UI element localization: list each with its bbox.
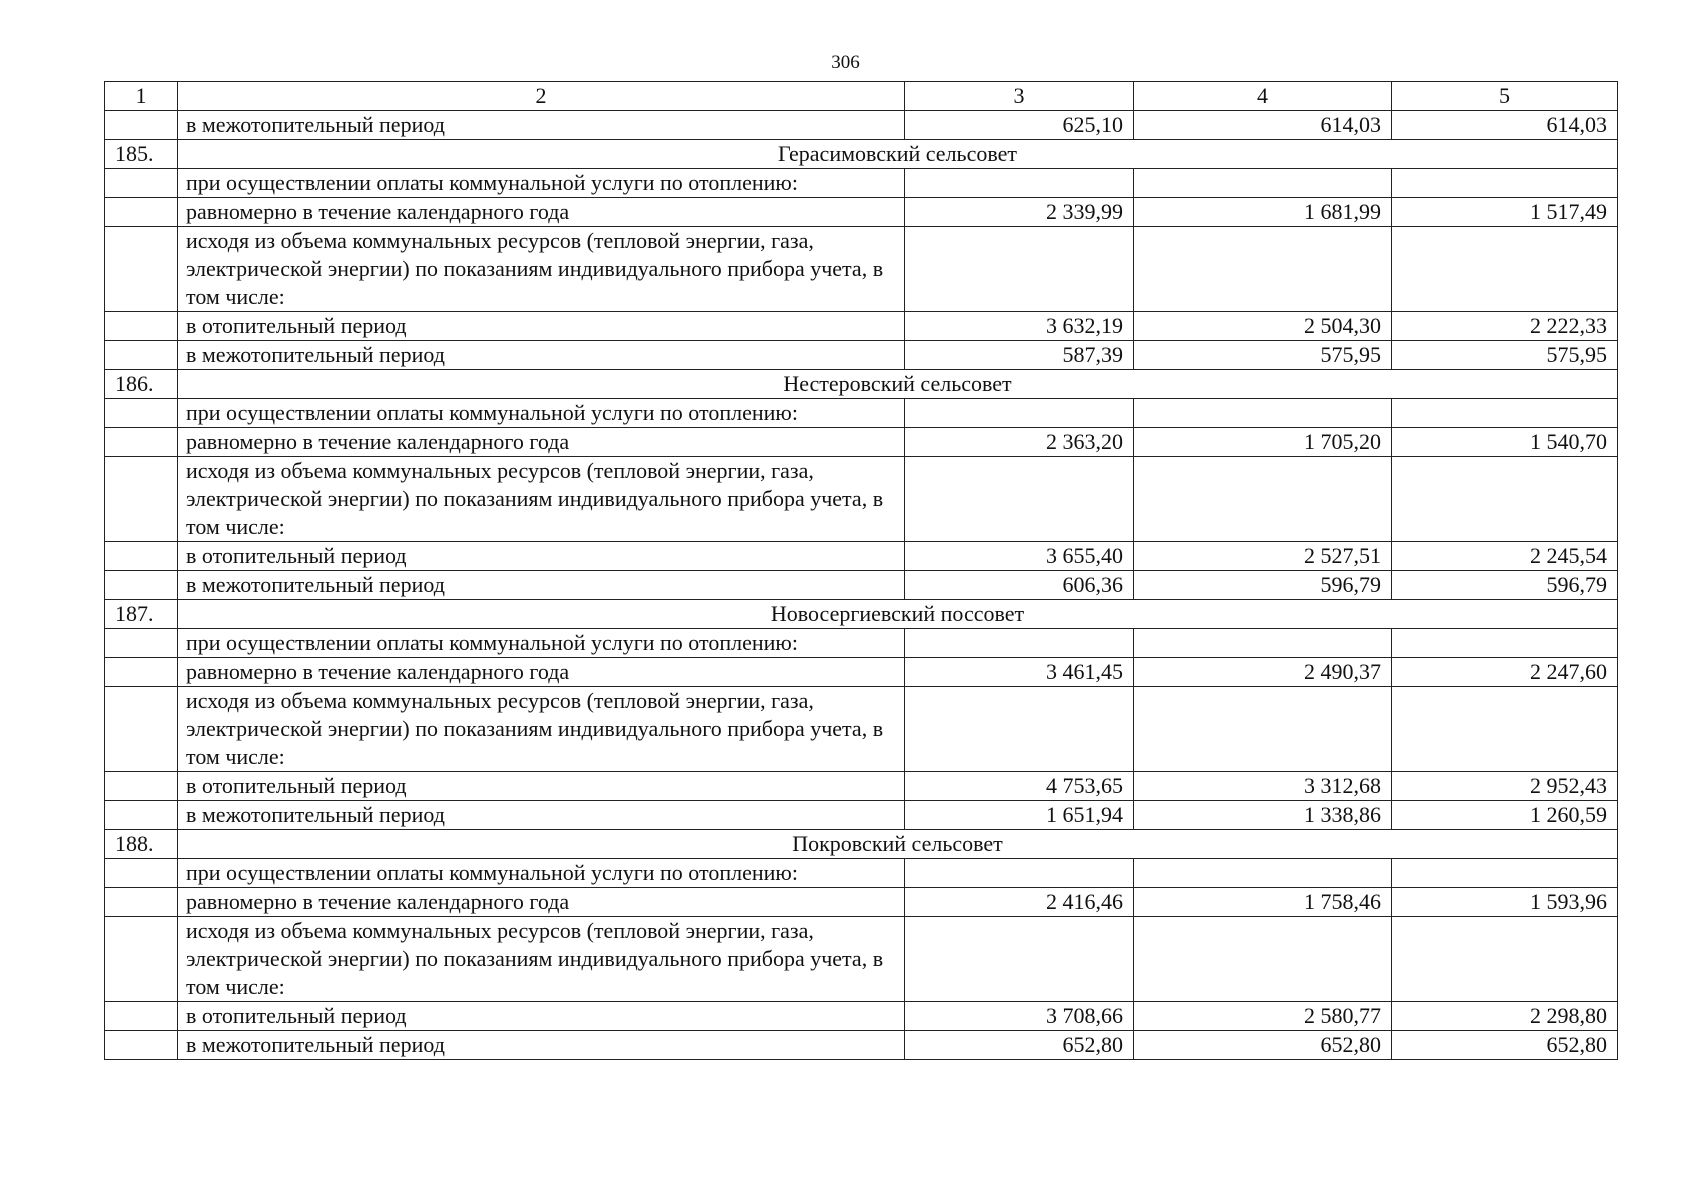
section-number: 188. — [105, 830, 178, 859]
table-row — [105, 917, 1618, 1002]
value-col-4: 1 758,46 — [1134, 888, 1392, 917]
value-col-3 — [905, 629, 1134, 658]
section-title: Нестеровский сельсовет — [178, 370, 1618, 399]
table-row — [105, 687, 1618, 772]
value-col-4 — [1134, 859, 1392, 888]
value-col-3 — [905, 859, 1134, 888]
row-number-cell — [105, 801, 178, 830]
row-label: в межотопительный период — [178, 1031, 905, 1060]
table-row — [105, 1002, 1618, 1031]
row-number-cell — [105, 428, 178, 457]
table-row — [105, 227, 1618, 312]
value-col-4: 2 527,51 — [1134, 542, 1392, 571]
table-row — [105, 629, 1618, 658]
row-label: в отопительный период — [178, 1002, 905, 1031]
row-number-cell — [105, 687, 178, 772]
value-col-5: 1 593,96 — [1392, 888, 1618, 917]
row-label: в отопительный период — [178, 772, 905, 801]
value-col-5: 596,79 — [1392, 571, 1618, 600]
value-col-5: 614,03 — [1392, 111, 1618, 140]
value-col-4 — [1134, 629, 1392, 658]
value-col-4 — [1134, 917, 1392, 1002]
section-title: Герасимовский сельсовет — [178, 140, 1618, 169]
value-col-4: 1 681,99 — [1134, 198, 1392, 227]
row-label: при осуществлении оплаты коммунальной услуги по отоплению: — [178, 859, 905, 888]
section-row — [105, 600, 1618, 629]
table-row — [105, 341, 1618, 370]
value-col-4: 596,79 — [1134, 571, 1392, 600]
value-col-5 — [1392, 457, 1618, 542]
row-label: в межотопительный период — [178, 801, 905, 830]
row-label: при осуществлении оплаты коммунальной услуги по отоплению: — [178, 169, 905, 198]
table-row — [105, 542, 1618, 571]
tariff-table-body — [105, 82, 1618, 1060]
row-label: в отопительный период — [178, 542, 905, 571]
value-col-4: 652,80 — [1134, 1031, 1392, 1060]
value-col-3: 587,39 — [905, 341, 1134, 370]
value-col-3 — [905, 917, 1134, 1002]
header-cell-2: 2 — [178, 82, 905, 111]
value-col-5: 652,80 — [1392, 1031, 1618, 1060]
value-col-4 — [1134, 169, 1392, 198]
row-number-cell — [105, 859, 178, 888]
value-col-5 — [1392, 917, 1618, 1002]
header-cell-4: 4 — [1134, 82, 1392, 111]
header-cell-5: 5 — [1392, 82, 1618, 111]
row-number-cell — [105, 169, 178, 198]
table-row — [105, 457, 1618, 542]
value-col-5 — [1392, 227, 1618, 312]
value-col-4: 575,95 — [1134, 341, 1392, 370]
table-row — [105, 1031, 1618, 1060]
table-row — [105, 169, 1618, 198]
section-number: 185. — [105, 140, 178, 169]
value-col-5: 1 517,49 — [1392, 198, 1618, 227]
row-label: в межотопительный период — [178, 111, 905, 140]
value-col-5: 1 260,59 — [1392, 801, 1618, 830]
row-label: исходя из объема коммунальных ресурсов (тепловой энергии, газа, электрической энергии) по показаниям индивидуального прибора учета, в том числе: — [178, 457, 905, 542]
row-number-cell — [105, 457, 178, 542]
value-col-3: 3 708,66 — [905, 1002, 1134, 1031]
value-col-5 — [1392, 169, 1618, 198]
value-col-5: 2 952,43 — [1392, 772, 1618, 801]
value-col-3: 1 651,94 — [905, 801, 1134, 830]
row-label: равномерно в течение календарного года — [178, 428, 905, 457]
value-col-4 — [1134, 457, 1392, 542]
row-number-cell — [105, 198, 178, 227]
value-col-3: 625,10 — [905, 111, 1134, 140]
value-col-4: 1 338,86 — [1134, 801, 1392, 830]
value-col-5: 2 247,60 — [1392, 658, 1618, 687]
table-row — [105, 428, 1618, 457]
row-label: исходя из объема коммунальных ресурсов (тепловой энергии, газа, электрической энергии) по показаниям индивидуального прибора учета, в том числе: — [178, 227, 905, 312]
row-number-cell — [105, 658, 178, 687]
value-col-4 — [1134, 227, 1392, 312]
row-number-cell — [105, 888, 178, 917]
section-row — [105, 370, 1618, 399]
value-col-4: 2 504,30 — [1134, 312, 1392, 341]
value-col-3 — [905, 227, 1134, 312]
value-col-5: 2 245,54 — [1392, 542, 1618, 571]
header-cell-1: 1 — [105, 82, 178, 111]
table-row — [105, 801, 1618, 830]
row-label: в межотопительный период — [178, 571, 905, 600]
value-col-5: 2 298,80 — [1392, 1002, 1618, 1031]
value-col-5: 1 540,70 — [1392, 428, 1618, 457]
row-number-cell — [105, 1002, 178, 1031]
row-number-cell — [105, 917, 178, 1002]
row-number-cell — [105, 312, 178, 341]
row-number-cell — [105, 399, 178, 428]
row-number-cell — [105, 111, 178, 140]
page-number: 306 — [831, 52, 860, 73]
row-number-cell — [105, 542, 178, 571]
table-row — [105, 312, 1618, 341]
value-col-3 — [905, 687, 1134, 772]
table-row — [105, 111, 1618, 140]
value-col-3: 2 416,46 — [905, 888, 1134, 917]
value-col-5 — [1392, 629, 1618, 658]
section-row — [105, 140, 1618, 169]
value-col-3: 2 363,20 — [905, 428, 1134, 457]
table-row — [105, 772, 1618, 801]
value-col-3: 3 655,40 — [905, 542, 1134, 571]
value-col-4: 2 490,37 — [1134, 658, 1392, 687]
row-number-cell — [105, 1031, 178, 1060]
row-number-cell — [105, 227, 178, 312]
row-label: в отопительный период — [178, 312, 905, 341]
value-col-3: 606,36 — [905, 571, 1134, 600]
value-col-5 — [1392, 687, 1618, 772]
table-row — [105, 888, 1618, 917]
value-col-3 — [905, 169, 1134, 198]
row-label: равномерно в течение календарного года — [178, 198, 905, 227]
row-label: в межотопительный период — [178, 341, 905, 370]
value-col-4: 2 580,77 — [1134, 1002, 1392, 1031]
row-number-cell — [105, 341, 178, 370]
value-col-5: 2 222,33 — [1392, 312, 1618, 341]
value-col-4 — [1134, 399, 1392, 428]
table-row — [105, 859, 1618, 888]
section-title: Новосергиевский поссовет — [178, 600, 1618, 629]
table-row — [105, 571, 1618, 600]
row-label: при осуществлении оплаты коммунальной услуги по отоплению: — [178, 399, 905, 428]
value-col-5 — [1392, 859, 1618, 888]
row-number-cell — [105, 772, 178, 801]
row-label: исходя из объема коммунальных ресурсов (тепловой энергии, газа, электрической энергии) по показаниям индивидуального прибора учета, в том числе: — [178, 917, 905, 1002]
value-col-3: 4 753,65 — [905, 772, 1134, 801]
row-label: равномерно в течение календарного года — [178, 888, 905, 917]
tariff-table — [104, 81, 1618, 1060]
value-col-3: 2 339,99 — [905, 198, 1134, 227]
value-col-3 — [905, 457, 1134, 542]
value-col-3: 3 632,19 — [905, 312, 1134, 341]
value-col-5 — [1392, 399, 1618, 428]
value-col-4: 1 705,20 — [1134, 428, 1392, 457]
section-number: 187. — [105, 600, 178, 629]
value-col-4 — [1134, 687, 1392, 772]
value-col-3: 3 461,45 — [905, 658, 1134, 687]
header-row — [105, 82, 1618, 111]
row-label: равномерно в течение календарного года — [178, 658, 905, 687]
row-label: при осуществлении оплаты коммунальной услуги по отоплению: — [178, 629, 905, 658]
table-row — [105, 399, 1618, 428]
value-col-3 — [905, 399, 1134, 428]
row-number-cell — [105, 629, 178, 658]
section-number: 186. — [105, 370, 178, 399]
value-col-4: 614,03 — [1134, 111, 1392, 140]
section-row — [105, 830, 1618, 859]
value-col-3: 652,80 — [905, 1031, 1134, 1060]
value-col-4: 3 312,68 — [1134, 772, 1392, 801]
row-label: исходя из объема коммунальных ресурсов (тепловой энергии, газа, электрической энергии) по показаниям индивидуального прибора учета, в том числе: — [178, 687, 905, 772]
row-number-cell — [105, 571, 178, 600]
table-row — [105, 658, 1618, 687]
value-col-5: 575,95 — [1392, 341, 1618, 370]
section-title: Покровский сельсовет — [178, 830, 1618, 859]
header-cell-3: 3 — [905, 82, 1134, 111]
table-row — [105, 198, 1618, 227]
